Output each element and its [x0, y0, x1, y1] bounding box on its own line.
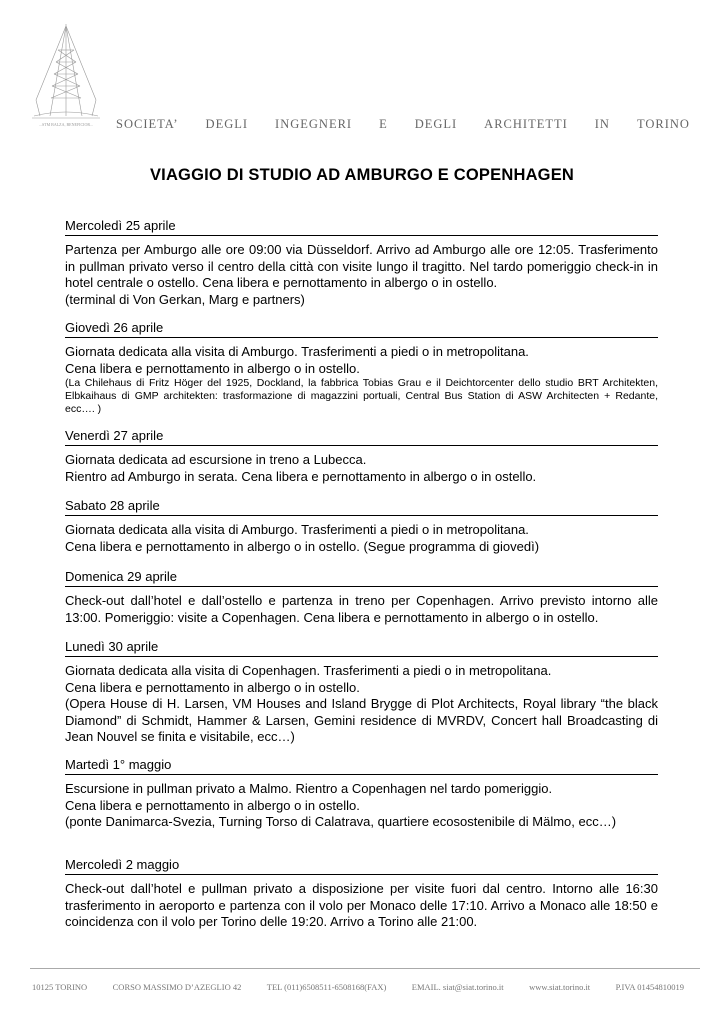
footer-phone: TEL (011)6508511-6508168(FAX)	[266, 982, 387, 992]
day-section	[65, 218, 658, 308]
footer-address: CORSO MASSIMO D’AZEGLIO 42	[112, 982, 242, 992]
day-text-line: Giornata dedicata alla visita di Amburgo. Trasferimenti a piedi o in metropolitana.	[65, 344, 529, 359]
day-description	[65, 242, 658, 308]
day-heading: Martedì 1° maggio	[65, 757, 658, 775]
day-description	[65, 452, 658, 485]
society-word: DEGLI	[414, 117, 458, 131]
day-text-line: Check-out dall’hotel e pullman privato a disposizione per visite fuori dal centro. Intorno alle 16:30 trasferimento in aeroporto e partenza con il volo per Monaco delle 17:10. Arrivo a Monaco alle 18:50 e coincidenza con il volo per Torino delle 19:20. Arrivo a Torino alle 21:00.	[65, 881, 658, 929]
society-logo-illustration	[30, 20, 102, 132]
footer-vat: P.IVA 01454810019	[615, 982, 684, 992]
day-description	[65, 881, 658, 931]
day-section	[65, 639, 658, 746]
society-word: IN	[594, 117, 610, 131]
day-text-line: Check-out dall’hotel e dall’ostello e partenza in treno per Copenhagen. Arrivo previsto intorno alle 13:00. Pomeriggio: visite a Copenhagen. Cena libera e pernottamento in albergo o in ostello.	[65, 593, 658, 625]
society-word: E	[379, 117, 388, 131]
day-text-line: Giornata dedicata ad escursione in treno a Lubecca.	[65, 452, 367, 467]
day-heading: Domenica 29 aprile	[65, 569, 658, 587]
day-heading: Sabato 28 aprile	[65, 498, 658, 516]
day-text-line: Giornata dedicata alla visita di Amburgo. Trasferimenti a piedi o in metropolitana.	[65, 522, 529, 537]
footer-divider	[30, 968, 700, 969]
society-word: ARCHITETTI	[484, 117, 568, 131]
day-text-line: (terminal di Von Gerkan, Marg e partners)	[65, 291, 305, 307]
society-word: INGEGNERI	[275, 117, 353, 131]
day-heading: Venerdì 27 aprile	[65, 428, 658, 446]
day-description	[65, 344, 658, 416]
footer-email: EMAIL. siat@siat.torino.it	[411, 982, 504, 992]
day-text-line: Partenza per Amburgo alle ore 09:00 via Düsseldorf. Arrivo ad Amburgo alle ore 12:05. Trasferimento in pullman privato verso il centro della città con visite lungo il tragitto. Nel tardo pomeriggio check-in in hotel centrale o ostello. Cena libera e pernottamento in albergo o in ostello.	[65, 242, 658, 290]
day-heading: Lunedì 30 aprile	[65, 639, 658, 657]
society-word: DEGLI	[205, 117, 249, 131]
society-word: TORINO	[636, 117, 690, 131]
day-text-line: Rientro ad Amburgo in serata. Cena libera e pernottamento in albergo o in ostello.	[65, 468, 537, 484]
day-description	[65, 522, 658, 555]
day-description	[65, 593, 658, 626]
footer-website: www.siat.torino.it	[529, 982, 591, 992]
day-description	[65, 663, 658, 746]
day-heading: Giovedì 26 aprile	[65, 320, 658, 338]
day-section	[65, 857, 658, 931]
footer-city: 10125 TORINO	[32, 982, 88, 992]
day-heading: Mercoledì 25 aprile	[65, 218, 658, 236]
document-title: VIAGGIO DI STUDIO AD AMBURGO E COPENHAGEN	[149, 166, 575, 184]
day-section	[65, 320, 658, 416]
day-text-line: Cena libera e pernottamento in albergo o in ostello.	[65, 797, 360, 813]
footer	[32, 982, 684, 992]
day-note: (La Chilehaus di Fritz Höger del 1925, Dockland, la fabbrica Tobias Grau e il Deichtorcenter dello studio BRT Architekten, Elbkaihaus di GMP architekten: trasformazione di magazzini portuali, Central Bus Station di ASW Architecten + Redante, ecc…. )	[65, 377, 658, 415]
day-text-line: Escursione in pullman privato a Malmo. Rientro a Copenhagen nel tardo pomeriggio.	[65, 781, 553, 796]
day-text-line: Cena libera e pernottamento in albergo o in ostello.	[65, 360, 360, 376]
logo-caption: ...STM BALZA, BENEFICIOR...	[38, 122, 94, 127]
day-text-line: Cena libera e pernottamento in albergo o in ostello. (Segue programma di giovedì)	[65, 538, 540, 554]
day-section	[65, 757, 658, 831]
day-text-line: (ponte Danimarca-Svezia, Turning Torso di Calatrava, quartiere ecosostenibile di Mälmo, ecc…)	[65, 814, 617, 829]
day-section	[65, 569, 658, 626]
society-word: SOCIETA’	[116, 117, 179, 131]
society-name	[116, 117, 690, 132]
day-text-line: Cena libera e pernottamento in albergo o in ostello.	[65, 679, 360, 695]
day-text-line: (Opera House di H. Larsen, VM Houses and Island Brygge di Plot Architects, Royal library “the black Diamond” di Schmidt, Hammer & Larsen, Gemini residence di MVRDV, Concert hall Broadcasting di Jean Nouvel se finita e visitabile, ecc…)	[65, 696, 658, 744]
day-heading: Mercoledì 2 maggio	[65, 857, 658, 875]
day-text-line: Giornata dedicata alla visita di Copenhagen. Trasferimenti a piedi o in metropolitana.	[65, 663, 552, 678]
day-section	[65, 428, 658, 485]
day-section	[65, 498, 658, 555]
day-description	[65, 781, 658, 831]
